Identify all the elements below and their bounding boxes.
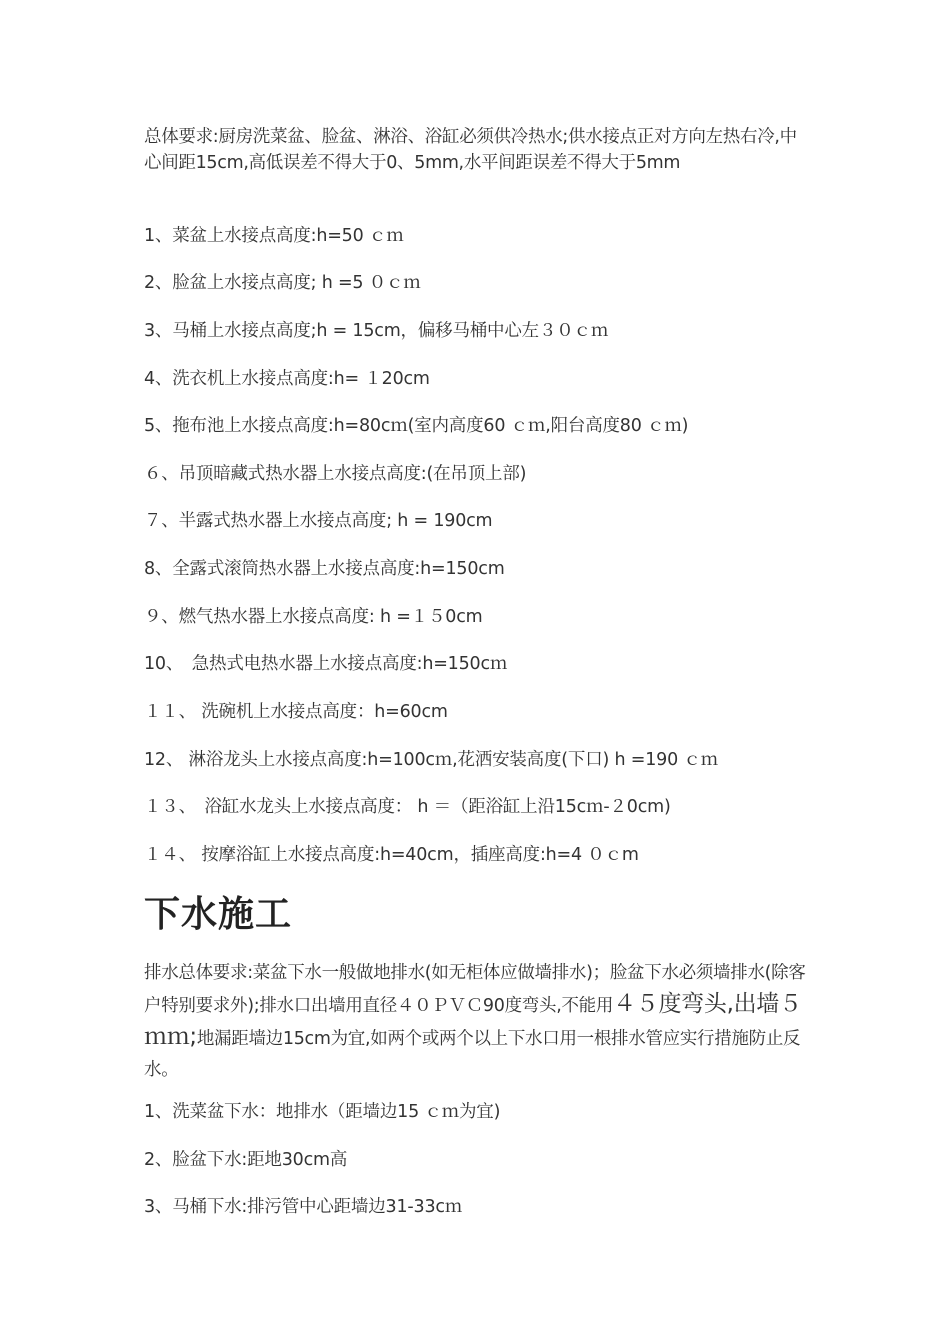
water-supply-requirements: 总体要求:厨房洗菜盆、脸盆、淋浴、浴缸必须供冷热水;供水接点正对方向左热右冷,中心间距15cm,高低误差不得大于0、5mm,水平间距误差不得大于5mm bbox=[144, 127, 797, 173]
supply-item-5: 5、拖布池上水接点高度:h=80cｍ(室内高度60 ｃｍ,阳台高度80 ｃｍ) bbox=[144, 416, 689, 436]
supply-item-8: 8、全露式滚筒热水器上水接点高度:h=150cm bbox=[144, 559, 505, 579]
drainage-item-3: 3、马桶下水:排污管中心距墙边31-33cｍ bbox=[144, 1197, 463, 1217]
drainage-intro-part1: 排水总体要求:菜盆下水一般做地排水(如无柜体应做墙排水)；脸盆下水必须墙排水(除客户特别要求外);排水口出墙用直径４０ＰＶＣ90度弯头,不能用 bbox=[144, 963, 806, 1016]
drainage-intro-emphasis: ４５度弯头,出墙５ｍｍ; bbox=[144, 991, 802, 1050]
supply-item-14: １４、 按摩浴缸上水接点高度:h=40cm，插座高度:h=4 ０ｃm bbox=[144, 845, 639, 865]
supply-item-2: 2、脸盆上水接点高度; h =5 ０ｃｍ bbox=[144, 273, 421, 293]
supply-item-7: ７、半露式热水器上水接点高度; h = 190cm bbox=[144, 511, 493, 531]
drainage-requirements bbox=[144, 958, 809, 1086]
drainage-intro-part2: 地漏距墙边15cm为宜,如两个或两个以上下水口用一根排水管应实行措施防止反水。 bbox=[144, 1029, 801, 1080]
supply-item-12: 12、 淋浴龙头上水接点高度:h=100cｍ,花洒安装高度(下口) h =190 ｃｍ bbox=[144, 750, 718, 770]
supply-item-9: ９、燃气热水器上水接点高度: h =１５0cm bbox=[144, 607, 483, 627]
supply-item-13: １３、 浴缸水龙头上水接点高度： h ＝（距浴缸上沿15cｍ-２0cm) bbox=[144, 797, 671, 817]
drainage-item-2: 2、脸盆下水:距地30cm高 bbox=[144, 1150, 348, 1170]
supply-item-10: 10、 急热式电热水器上水接点高度:h=150cｍ bbox=[144, 654, 508, 674]
drainage-item-1: 1、洗菜盆下水：地排水（距墙边15 ｃｍ为宜) bbox=[144, 1102, 501, 1122]
supply-item-11: １１、 洗碗机上水接点高度：h=60cm bbox=[144, 702, 448, 722]
drainage-section-title: 下水施工 bbox=[144, 894, 293, 935]
supply-item-4: 4、洗衣机上水接点高度:h= １20cm bbox=[144, 369, 430, 389]
supply-item-1: 1、菜盆上水接点高度:h=50 ｃｍ bbox=[144, 226, 404, 246]
supply-item-3: 3、马桶上水接点高度;h = 15cm，偏移马桶中心左３０ｃｍ bbox=[144, 321, 609, 341]
supply-item-6: ６、吊顶暗藏式热水器上水接点高度:(在吊顶上部) bbox=[144, 464, 527, 484]
